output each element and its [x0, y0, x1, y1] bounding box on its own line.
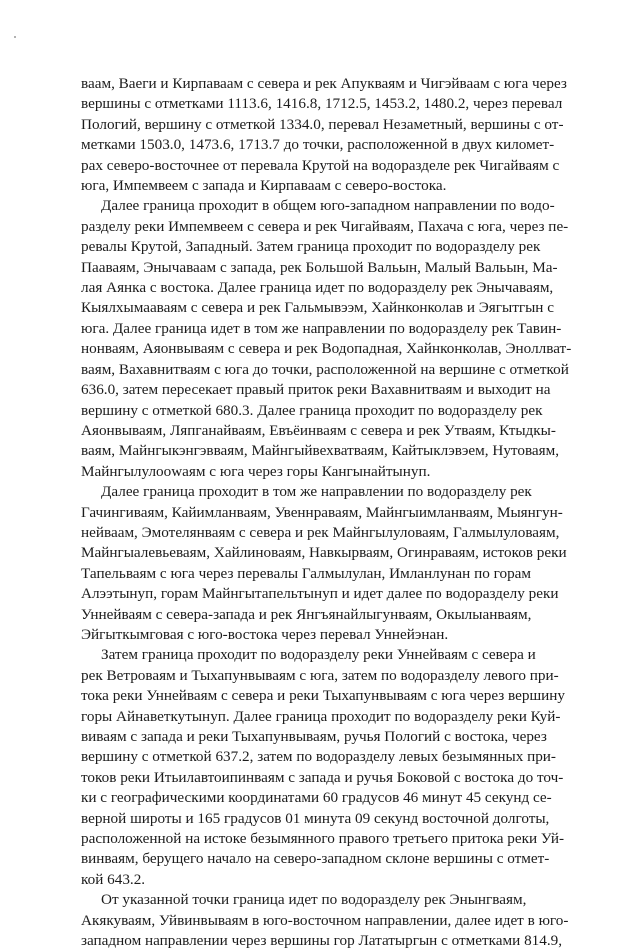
- paragraph-5: От указанной точки граница идет по водоразделу рек Энынгваям, Акякуваям, Уйвинвываям в юго-восточном направлении, далее идет в юго- западном направлении через вершины гор Лататыргын с отметками 814.9,: [81, 891, 569, 950]
- document-body: [81, 74, 578, 951]
- paragraph-3: Далее граница проходит в том же направлении по водоразделу рек Гачингиваям, Кайимланваям, Увеннраваям, Майнгыимланваям, Мыянгун- нейваам, Эмотелянваям с севера и рек Майнгылуловаям, Галмылуловаям, Майнгыалевьеваям, Хайлиноваям, Навкырваям, Огинраваям, истоков реки Тапельваям с юга через перевалы Галмылулан, Имланлунан по горам Алээтынуп, горам Майнгытапельтынуп и идет далее по водоразделу реки Уннейваям с севера-запада и рек Янгъянайлыгунваям, Окылыанваям, Эйгыткымговая с юго-востока через перевал Уннейэнан.: [81, 483, 567, 643]
- paragraph-1: ваам, Ваеги и Кирпаваам с севера и рек Апукваям и Чигэйваам с юга через вершины с отметками 1113.6, 1416.8, 1712.5, 1453.2, 1480.2, через перевал Пологий, вершину с отметкой 1334.0, перевал Незаметный, вершины с от- метками 1503.0, 1473.6, 1713.7 до точки, расположенной в двух километ- рах северо-восточнее от перевала Крутой на водоразделе рек Чигайваям с юга, Импемвеем с запада и Кирпаваам с северо-востока.: [81, 75, 567, 195]
- paragraph-2: Далее граница проходит в общем юго-западном направлении по водо- разделу реки Импемвеем с севера и рек Чигайваям, Пахача с юга, через пе- ревалы Крутой, Западный. Затем граница проходит по водоразделу рек Пааваям, Энычаваам с запада, рек Большой Вальын, Малый Вальын, Ма- лая Аянка с востока. Далее граница идет по водоразделу рек Энычаваям, Кыялхымааваям с севера и рек Гальмывээм, Хайнконколав и Эягытгын с юга. Далее граница идет в том же направлении по водоразделу рек Тавин- нонваям, Аяонвываям с севера и рек Водопадная, Хайнконколав, Эноллват- ваям, Вахавнитваям с юга до точки, расположенной на вершине с отметкой 636.0, затем пересекает правый приток реки Вахавнитваям и выходит на вершину с отметкой 680.3. Далее граница проходит по водоразделу рек Аяонвываям, Ляпганайваям, Евъёинваям с севера и рек Утваям, Ктыдкы- ваям, Майнгыкэнгэвваям, Майнгыйвехватваям, Кайтыклэвэем, Нутоваям, Майнгылулоowaям с юга через горы Кангынайтынуп.: [81, 197, 572, 480]
- paragraph-4: Затем граница проходит по водоразделу реки Уннейваям с севера и рек Ветроваям и Тыхапунвываям с юга, затем по водоразделу левого при- тока реки Уннейваям с севера и реки Тыхапунвываям с юга через вершину горы Айнаветкутынуп. Далее граница проходит по водоразделу реки Куй- виваям с запада и реки Тыхапунвываям, ручья Пологий с востока, через вершину с отметкой 637.2, затем по водоразделу левых безымянных при- токов реки Итьилавтоипинваям с запада и ручья Боковой с востока до точ- ки с географическими координатами 60 градусов 46 минут 45 секунд се- верной широты и 165 градусов 01 минута 09 секунд восточной долготы, расположенной на истоке безымянного правого третьего притока реки Уй- винваям, берущего начало на северо-западном склоне вершины с отмет- кой 643.2.: [81, 646, 566, 888]
- scan-artifact-dot: [14, 36, 16, 38]
